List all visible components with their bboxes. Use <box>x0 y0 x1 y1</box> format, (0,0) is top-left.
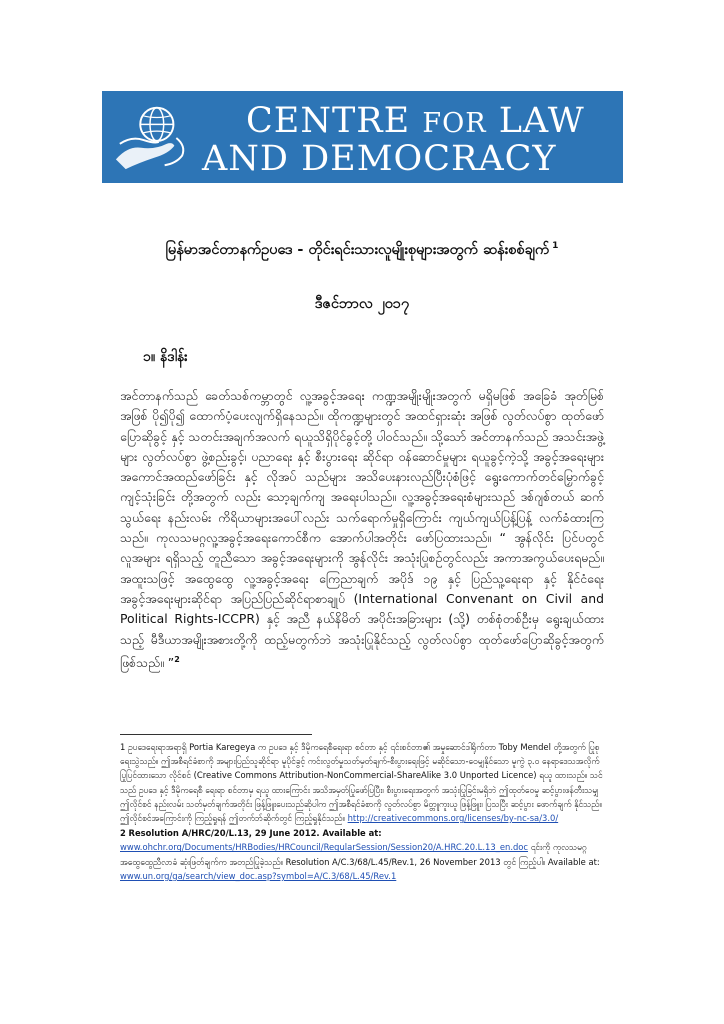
un-document-link[interactable]: www.un.org/ga/search/view_doc.asp?symbol=A/C.3/68/L.45/Rev.1 <box>120 870 397 881</box>
document-title-text: မြန်မာအင်တာနက်ဥပဒေ - တိုင်းရင်းသားလူမျိုးစုများအတွက် ဆန်းစစ်ချက် <box>165 242 550 258</box>
ohchr-document-link[interactable]: www.ohchr.org/Documents/HRBodies/HRCouncil/RegularSession/Session20/A.HRC.20.L.13_en.doc <box>120 842 529 853</box>
document-title <box>0 241 724 262</box>
section-heading: ၁။ နိဒါန်း <box>143 349 188 365</box>
footnotes <box>120 740 604 884</box>
brand-name-line1 <box>246 101 585 144</box>
brand-banner <box>102 91 623 183</box>
footnote-divider <box>120 734 312 735</box>
footnote-text: Resolution A/HRC/20/L.13, 29 June 2012. Available at: <box>128 828 382 839</box>
brand-word-for: FOR <box>422 108 487 139</box>
footnote-number: 1 <box>120 742 126 752</box>
footnote-2 <box>120 826 604 883</box>
body-paragraph-text: အင်တာနက်သည် ခေတ်သစ်ကမ္ဘာတွင် လူ့အခွင့်အရေး ကဏ္ဍအမျိုးမျိုးအတွက် မရှိမဖြစ် အခြေခံ အုတ်မြစ်အဖြစ် ပို၍ပို၍ ထောက်ပံ့ပေးလျက်ရှိနေသည်။ ထိုကဏ္ဍများတွင် အထင်ရှားဆုံး အဖြစ် လွတ်လပ်စွာ ထုတ်ဖော်ပြောဆိုခွင့် နှင့် သတင်းအချက်အလက် ရယူသိရှိပိုင်ခွင့်တို့ ပါဝင်သည်။ သို့သော် အင်တာနက်သည် အသင်းအဖွဲ့များ လွတ်လပ်စွာ ဖွဲ့စည်းခွင့်၊ ပညာရေး နှင့် စီးပွားရေး ဆိုင်ရာ ဝန်ဆောင်မှုများ ရယူခွင့်ကဲ့သို့ အခွင့်အရေးများ အကောင်အထည်ဖော်ခြင်း နှင့် လိုအပ် သည်များ အသိပေးနားလည်ပြီးပုံစံဖြင့် ရွေးကောက်တင်မြှောက်ခွင့် ကျင့်သုံးခြင်း တို့အတွက် လည်း သော့ချက်ကျ အရေးပါသည်။ လူ့အခွင့်အရေးစံများသည် ဒစ်ဂျစ်တယ် ဆက်သွယ်ရေး နည်းလမ်း ကိရိယာများအပေါ်လည်း သက်ရောက်မှုရှိကြောင်း ကျယ်ကျယ်ပြန့်ပြန့် လက်ခံထားကြ သည်။ ကုလသမဂ္ဂလူ့အခွင့်အရေးကောင်စီက အောက်ပါအတိုင်း ဖော်ပြထားသည်။ “ အွန်လိုင်း ပြင်ပတွင် လူအများ ရရှိသည့် တူညီသော အခွင့်အရေးများကို အွန်လိုင်း အသုံးပြုစဉ်တွင်လည်း အကာအကွယ်ပေးရမည်။ အထူးသဖြင့် အထွေထွေ လူ့အခွင့်အရေး ကြေညာချက် အပိုဒ် ၁၉ နှင့် ပြည်သူ့ရေးရာ နှင့် နိုင်ငံရေး အခွင့်အရေးများဆိုင်ရာ အပြည်ပြည်ဆိုင်ရာစာချုပ် (International Convenant on Civil and Political Rights-ICCPR) နှင့် အညီ နယ်နိမိတ် အပိုင်းအခြားများ (သို့) တစ်စုံတစ်ဦးမှ ရွေးချယ်ထားသည့် မီဒီယာအမျိုးအစားတို့ကို ထည့်မတွက်ဘဲ အသုံးပြုနိုင်သည့် လွတ်လပ်စွာ ထုတ်ဖော်ပြောဆိုခွင့်အတွက် ဖြစ်သည်။ ” <box>120 388 604 670</box>
footnote-text-continued: ၎င်းကို ကုလသမဂ္ဂအထွေထွေညီလာခံ ဆုံးဖြတ်ချက်က အတည်ပြုခဲ့သည်။ Resolution A/C.3/68/L.45/Rev.1, 26 November 2013 တွင် ကြည့်ပါ။ Available at: <box>120 842 600 867</box>
creative-commons-link[interactable]: http://creativecommons.org/licenses/by-nc-sa/3.0/ <box>347 813 559 824</box>
brand-word-law: LAW <box>498 101 585 141</box>
body-footnote-marker: 2 <box>174 654 180 664</box>
document-date: ဒီဇင်ဘာလ ၂၀၁၇ <box>314 296 410 312</box>
footnote-1 <box>120 740 604 825</box>
brand-name-line2: AND DEMOCRACY <box>202 139 557 179</box>
footnote-number: 2 <box>120 828 126 839</box>
body-paragraph <box>120 386 604 673</box>
hands-holding-globe-icon <box>112 99 190 175</box>
footnote-text: ဥပဒေရေးရာအရာရှိ Portia Karegeya က ဥပဒေ နှင့် ဒီမိုကရေစီရေးရာ စင်တာ နှင့် ၎င်းစင်တာ၏ အမှုဆောင်ဒါရိုက်တာ Toby Mendel တို့အတွက် ပြုစုရေးသွဲသည်။ ဤအစီရင်ခံစာကို အများပြည်သူဆိုင်ရာ မူပိုင်ခွင့် ကင်းလွတ်မှုသတ်မှတ်ချက်-စီးပွားရေးဖြင့် မဆိုင်သော-ဝေမျှနိုင်သော မူကွဲ ၃.၀ နေရာဒေသအလိုက် ပြုပြင်ထားသော လိုင်စင် (Creative Commons Attribution-NonCommercial-ShareAlike 3.0 Unported Licence) ရယူ ထားသည်။ သင်သည် ဥပဒေ နှင့် ဒီမိုကရေစီ ရေးရာ စင်တာမှ ရယူ ထားကြောင်း အသိအမှတ်ပြုဖော်ပြပြီး၊ စီးပွားရေးအတွက် အသုံးပြုခြင်းမရှိဘဲ ဤထုတ်ဝေမှု ဆင့်ပွားဖန်တီးသမျှ ဤလိုင်စင် နည်းလမ်း သတ်မှတ်ချက်အတိုင်း ဖြန့်ဖြူးပေးသည်ဆိုပါက ဤအစီရင်ခံစာကို လွတ်လပ်စွာ မိတ္တူကူးယူ ဖြန့်ဖြူး၊ ပြသပြီး ဆင့်ပွား ဖောက်ချက် နိုင်သည်။ ဤလိုင်စင်အကြောင်းကို ကြည့်ရှုရန် ဤတက်ဘ်ဆိုက်တွင် ကြည့်ရှုနိုင်သည်။ <box>120 742 603 824</box>
brand-word-centre: CENTRE <box>246 101 411 141</box>
title-footnote-marker: 1 <box>552 241 559 252</box>
